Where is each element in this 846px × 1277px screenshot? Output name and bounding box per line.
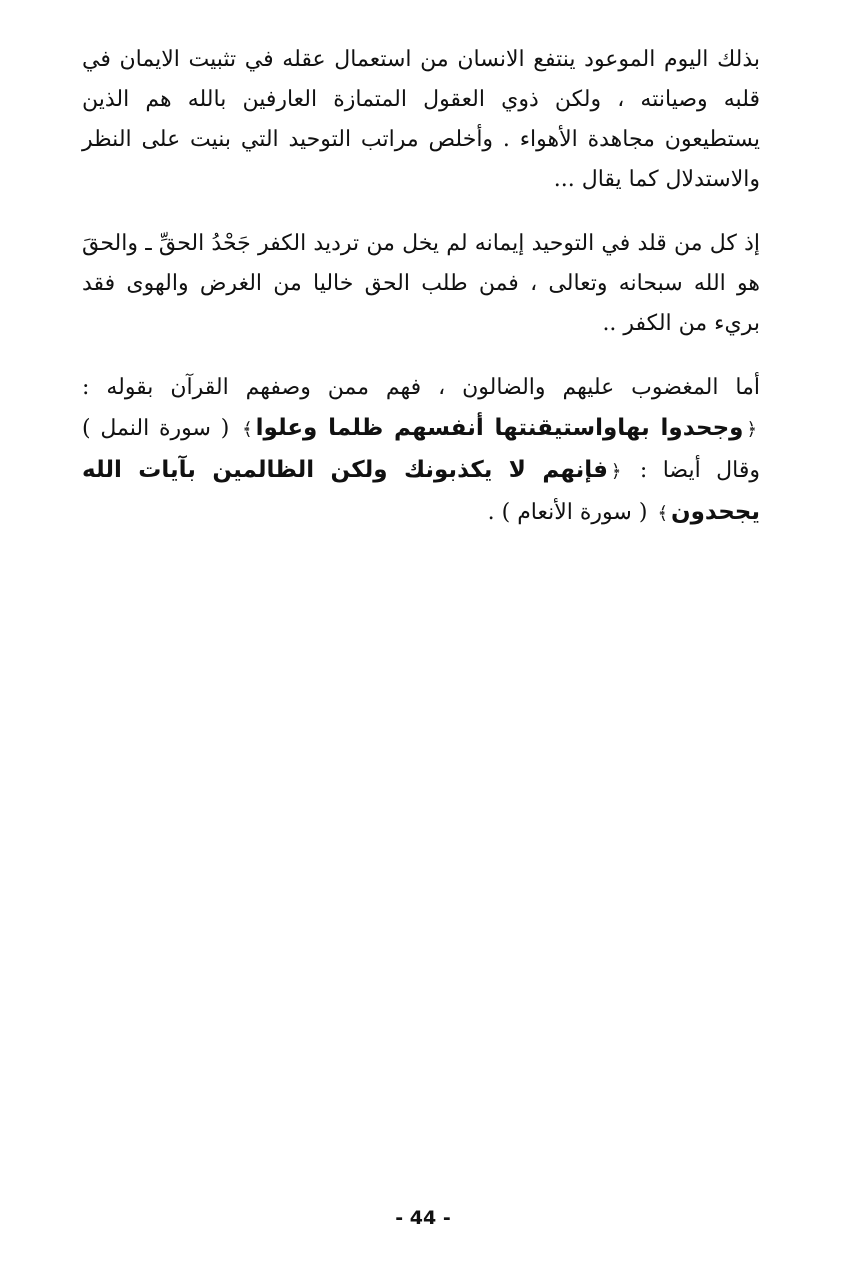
page-number: - 44 -	[395, 1207, 451, 1229]
quran-bracket-open: ﴿	[746, 419, 757, 440]
quran-bracket-close: ﴾	[242, 419, 253, 440]
paragraph-3-intro: أما المغضوب عليهم والضالون ، فهم ممن وصفهم القرآن بقوله :	[82, 375, 760, 400]
page-body	[82, 40, 760, 534]
verse-1-source: ( سورة النمل )	[82, 416, 230, 441]
paragraph-1: بذلك اليوم الموعود ينتفع الانسان من استعمال عقله في تثبيت الايمان في قلبه وصيانته ، ولكن ذوي العقول المتمازة العارفين بالله هم الذين يستطيعون مجاهدة الأهواء . وأخلص مراتب التوحيد التي بنيت على النظر والاستدلال كما يقال ...	[82, 47, 760, 192]
quran-bracket-close: ﴾	[657, 503, 668, 524]
quran-verse-1: وجحدوا بهاواستيقنتها أنفسهم ظلما وعلوا	[255, 415, 744, 441]
paragraph-2: إذ كل من قلد في التوحيد إيمانه لم يخل من ترديد الكفر جَحْدُ الحقِّ ـ والحقَ هو الله سبحانه وتعالى ، فمن طلب الحق خاليا من الغرض والهوى فقد بريء من الكفر ..	[82, 231, 760, 336]
paragraph-3-connector: وقال أيضا :	[639, 458, 760, 483]
verse-2-source: ( سورة الأنعام ) .	[487, 500, 648, 525]
quran-verse-2: فإنهم لا يكذبونك ولكن الظالمين بآيات الله يجحدون	[82, 457, 760, 525]
paragraph-3	[82, 368, 760, 534]
quran-bracket-open: ﴿	[610, 461, 622, 482]
